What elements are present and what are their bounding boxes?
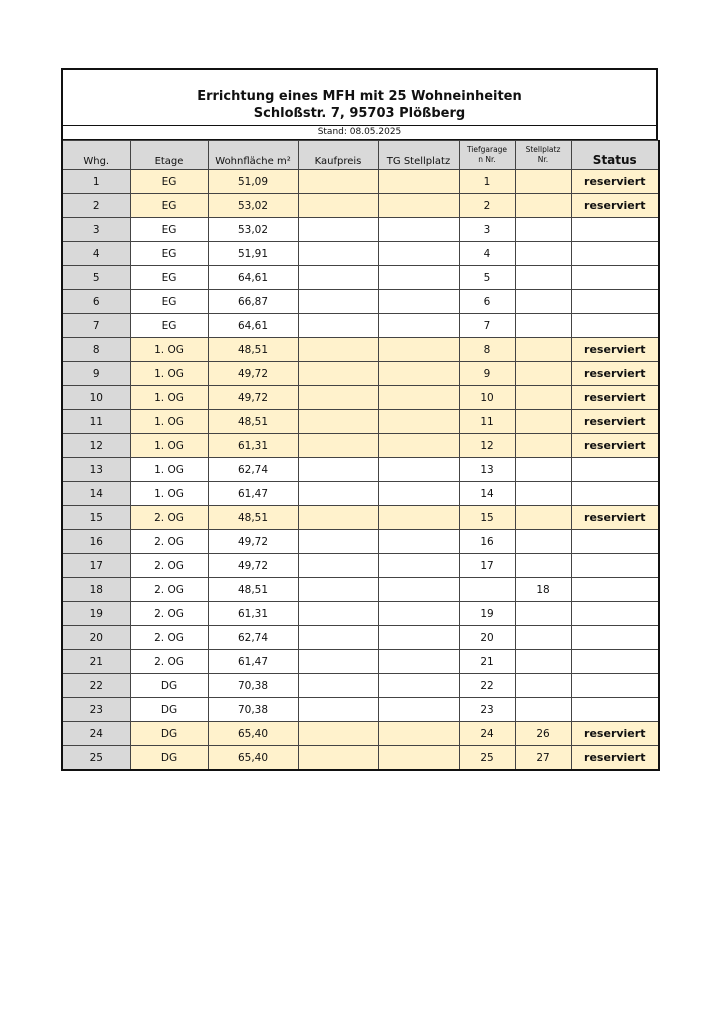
cell-tiefgarage-nr: 6: [459, 290, 515, 314]
cell-whg: 16: [62, 530, 130, 554]
cell-status: [571, 218, 659, 242]
cell-tg-stellplatz: [378, 626, 459, 650]
cell-kaufpreis: [298, 746, 378, 771]
cell-status: [571, 698, 659, 722]
cell-tiefgarage-nr: 16: [459, 530, 515, 554]
stand-date: Stand: 08.05.2025: [61, 126, 658, 140]
cell-stellplatz-nr: [515, 458, 571, 482]
cell-whg: 21: [62, 650, 130, 674]
table-row: [62, 290, 659, 314]
cell-tiefgarage-nr: 11: [459, 410, 515, 434]
cell-stellplatz-nr: [515, 386, 571, 410]
cell-kaufpreis: [298, 530, 378, 554]
table-row: [62, 626, 659, 650]
cell-stellplatz-nr: [515, 674, 571, 698]
cell-kaufpreis: [298, 698, 378, 722]
cell-kaufpreis: [298, 650, 378, 674]
header-wohnflaeche: Wohnfläche m²: [208, 141, 298, 170]
cell-whg: 7: [62, 314, 130, 338]
cell-status: [571, 650, 659, 674]
cell-tg-stellplatz: [378, 698, 459, 722]
table-row: [62, 434, 659, 458]
cell-stellplatz-nr: [515, 602, 571, 626]
cell-tiefgarage-nr: [459, 578, 515, 602]
cell-wohnflaeche: 62,74: [208, 458, 298, 482]
cell-wohnflaeche: 62,74: [208, 626, 298, 650]
cell-whg: 23: [62, 698, 130, 722]
cell-wohnflaeche: 48,51: [208, 578, 298, 602]
cell-stellplatz-nr: [515, 482, 571, 506]
table-row: [62, 410, 659, 434]
cell-status: [571, 626, 659, 650]
cell-status: reserviert: [571, 194, 659, 218]
cell-etage: EG: [130, 170, 208, 194]
cell-tg-stellplatz: [378, 458, 459, 482]
cell-tiefgarage-nr: 9: [459, 362, 515, 386]
cell-stellplatz-nr: 27: [515, 746, 571, 771]
cell-whg: 2: [62, 194, 130, 218]
cell-status: [571, 578, 659, 602]
cell-whg: 6: [62, 290, 130, 314]
cell-status: reserviert: [571, 410, 659, 434]
header-tiefgarage: [459, 141, 515, 170]
cell-stellplatz-nr: [515, 362, 571, 386]
header-tiefgarage-line1: Tiefgarage: [466, 145, 508, 154]
cell-etage: 1. OG: [130, 386, 208, 410]
cell-tg-stellplatz: [378, 314, 459, 338]
cell-tg-stellplatz: [378, 578, 459, 602]
cell-wohnflaeche: 49,72: [208, 362, 298, 386]
header-kaufpreis: Kaufpreis: [298, 141, 378, 170]
cell-whg: 4: [62, 242, 130, 266]
cell-status: reserviert: [571, 362, 659, 386]
cell-status: [571, 554, 659, 578]
cell-stellplatz-nr: [515, 290, 571, 314]
header-etage: Etage: [130, 141, 208, 170]
cell-status: [571, 314, 659, 338]
cell-tiefgarage-nr: 22: [459, 674, 515, 698]
table-row: [62, 314, 659, 338]
cell-etage: DG: [130, 674, 208, 698]
cell-stellplatz-nr: [515, 218, 571, 242]
cell-tiefgarage-nr: 10: [459, 386, 515, 410]
cell-tg-stellplatz: [378, 410, 459, 434]
cell-kaufpreis: [298, 578, 378, 602]
cell-wohnflaeche: 61,31: [208, 434, 298, 458]
cell-stellplatz-nr: [515, 530, 571, 554]
table-row: [62, 338, 659, 362]
table-row: [62, 170, 659, 194]
cell-stellplatz-nr: 18: [515, 578, 571, 602]
cell-status: reserviert: [571, 746, 659, 771]
table-row: [62, 506, 659, 530]
cell-whg: 11: [62, 410, 130, 434]
cell-tg-stellplatz: [378, 170, 459, 194]
cell-tiefgarage-nr: 7: [459, 314, 515, 338]
header-whg: Whg.: [62, 141, 130, 170]
title-box: [61, 68, 658, 126]
cell-stellplatz-nr: [515, 266, 571, 290]
cell-status: [571, 266, 659, 290]
table-row: [62, 194, 659, 218]
cell-wohnflaeche: 48,51: [208, 410, 298, 434]
cell-etage: 1. OG: [130, 482, 208, 506]
cell-wohnflaeche: 64,61: [208, 314, 298, 338]
cell-tiefgarage-nr: 23: [459, 698, 515, 722]
cell-stellplatz-nr: [515, 314, 571, 338]
table-row: [62, 242, 659, 266]
cell-tg-stellplatz: [378, 434, 459, 458]
cell-tg-stellplatz: [378, 266, 459, 290]
cell-status: [571, 290, 659, 314]
cell-status: [571, 602, 659, 626]
cell-kaufpreis: [298, 194, 378, 218]
cell-kaufpreis: [298, 458, 378, 482]
cell-wohnflaeche: 61,47: [208, 482, 298, 506]
cell-wohnflaeche: 61,31: [208, 602, 298, 626]
header-status: Status: [571, 141, 659, 170]
cell-status: [571, 482, 659, 506]
cell-tiefgarage-nr: 14: [459, 482, 515, 506]
document-title: Errichtung eines MFH mit 25 Wohneinheiten: [197, 89, 522, 104]
cell-tiefgarage-nr: 19: [459, 602, 515, 626]
cell-stellplatz-nr: [515, 650, 571, 674]
cell-whg: 3: [62, 218, 130, 242]
cell-tiefgarage-nr: 15: [459, 506, 515, 530]
cell-tiefgarage-nr: 2: [459, 194, 515, 218]
cell-tiefgarage-nr: 4: [459, 242, 515, 266]
cell-status: reserviert: [571, 338, 659, 362]
cell-whg: 8: [62, 338, 130, 362]
cell-stellplatz-nr: [515, 242, 571, 266]
cell-tiefgarage-nr: 21: [459, 650, 515, 674]
table-row: [62, 218, 659, 242]
table-row: [62, 266, 659, 290]
cell-kaufpreis: [298, 386, 378, 410]
table-row: [62, 386, 659, 410]
cell-status: [571, 242, 659, 266]
cell-tiefgarage-nr: 5: [459, 266, 515, 290]
cell-status: reserviert: [571, 434, 659, 458]
cell-wohnflaeche: 61,47: [208, 650, 298, 674]
table-row: [62, 554, 659, 578]
cell-tg-stellplatz: [378, 674, 459, 698]
cell-stellplatz-nr: [515, 554, 571, 578]
cell-etage: EG: [130, 218, 208, 242]
cell-whg: 19: [62, 602, 130, 626]
cell-etage: EG: [130, 314, 208, 338]
cell-whg: 12: [62, 434, 130, 458]
cell-tg-stellplatz: [378, 482, 459, 506]
cell-wohnflaeche: 65,40: [208, 746, 298, 771]
cell-kaufpreis: [298, 362, 378, 386]
cell-stellplatz-nr: [515, 434, 571, 458]
header-stellplatz: [515, 141, 571, 170]
cell-whg: 10: [62, 386, 130, 410]
cell-whg: 22: [62, 674, 130, 698]
header-stellplatz-line2: Nr.: [537, 155, 549, 164]
cell-tg-stellplatz: [378, 338, 459, 362]
cell-whg: 17: [62, 554, 130, 578]
table-row: [62, 458, 659, 482]
cell-wohnflaeche: 70,38: [208, 698, 298, 722]
cell-etage: EG: [130, 194, 208, 218]
table-row: [62, 698, 659, 722]
cell-etage: 2. OG: [130, 554, 208, 578]
cell-etage: 1. OG: [130, 410, 208, 434]
cell-tiefgarage-nr: 20: [459, 626, 515, 650]
table-header-row: [62, 141, 659, 170]
table-row: [62, 746, 659, 771]
cell-stellplatz-nr: [515, 506, 571, 530]
cell-whg: 15: [62, 506, 130, 530]
cell-etage: EG: [130, 242, 208, 266]
cell-status: reserviert: [571, 506, 659, 530]
cell-status: reserviert: [571, 386, 659, 410]
table-row: [62, 722, 659, 746]
cell-wohnflaeche: 48,51: [208, 338, 298, 362]
cell-kaufpreis: [298, 218, 378, 242]
cell-wohnflaeche: 49,72: [208, 386, 298, 410]
cell-tg-stellplatz: [378, 746, 459, 771]
cell-tg-stellplatz: [378, 194, 459, 218]
cell-wohnflaeche: 53,02: [208, 218, 298, 242]
cell-wohnflaeche: 64,61: [208, 266, 298, 290]
cell-etage: 2. OG: [130, 578, 208, 602]
cell-whg: 20: [62, 626, 130, 650]
cell-wohnflaeche: 48,51: [208, 506, 298, 530]
cell-etage: DG: [130, 698, 208, 722]
cell-kaufpreis: [298, 242, 378, 266]
cell-kaufpreis: [298, 314, 378, 338]
cell-whg: 9: [62, 362, 130, 386]
cell-whg: 18: [62, 578, 130, 602]
cell-etage: 1. OG: [130, 338, 208, 362]
cell-stellplatz-nr: [515, 698, 571, 722]
cell-kaufpreis: [298, 434, 378, 458]
cell-wohnflaeche: 49,72: [208, 530, 298, 554]
document-address: Schloßstr. 7, 95703 Plößberg: [253, 106, 466, 121]
cell-wohnflaeche: 51,91: [208, 242, 298, 266]
cell-wohnflaeche: 53,02: [208, 194, 298, 218]
table-row: [62, 362, 659, 386]
cell-whg: 13: [62, 458, 130, 482]
cell-tg-stellplatz: [378, 602, 459, 626]
cell-etage: 1. OG: [130, 458, 208, 482]
cell-kaufpreis: [298, 626, 378, 650]
cell-status: reserviert: [571, 722, 659, 746]
cell-wohnflaeche: 70,38: [208, 674, 298, 698]
cell-kaufpreis: [298, 722, 378, 746]
cell-etage: 2. OG: [130, 506, 208, 530]
cell-etage: EG: [130, 266, 208, 290]
cell-stellplatz-nr: [515, 410, 571, 434]
cell-etage: 1. OG: [130, 434, 208, 458]
cell-tg-stellplatz: [378, 506, 459, 530]
cell-stellplatz-nr: [515, 338, 571, 362]
cell-whg: 1: [62, 170, 130, 194]
cell-whg: 24: [62, 722, 130, 746]
cell-tiefgarage-nr: 24: [459, 722, 515, 746]
cell-tiefgarage-nr: 17: [459, 554, 515, 578]
header-stellplatz-line1: Stellplatz: [525, 145, 561, 154]
cell-tg-stellplatz: [378, 362, 459, 386]
table-row: [62, 602, 659, 626]
cell-tg-stellplatz: [378, 554, 459, 578]
cell-kaufpreis: [298, 554, 378, 578]
cell-etage: 2. OG: [130, 626, 208, 650]
cell-tg-stellplatz: [378, 650, 459, 674]
cell-etage: 2. OG: [130, 650, 208, 674]
cell-wohnflaeche: 65,40: [208, 722, 298, 746]
cell-tg-stellplatz: [378, 530, 459, 554]
table-row: [62, 650, 659, 674]
cell-wohnflaeche: 49,72: [208, 554, 298, 578]
cell-stellplatz-nr: 26: [515, 722, 571, 746]
cell-kaufpreis: [298, 506, 378, 530]
table-row: [62, 674, 659, 698]
table-body: [62, 170, 659, 771]
cell-stellplatz-nr: [515, 194, 571, 218]
cell-tiefgarage-nr: 1: [459, 170, 515, 194]
cell-status: [571, 458, 659, 482]
cell-tg-stellplatz: [378, 386, 459, 410]
units-table: [61, 140, 660, 771]
header-tg-stellplatz: TG Stellplatz: [378, 141, 459, 170]
cell-tiefgarage-nr: 12: [459, 434, 515, 458]
cell-kaufpreis: [298, 338, 378, 362]
header-tiefgarage-line2: n Nr.: [478, 155, 496, 164]
cell-status: reserviert: [571, 170, 659, 194]
cell-stellplatz-nr: [515, 626, 571, 650]
cell-kaufpreis: [298, 170, 378, 194]
cell-tiefgarage-nr: 8: [459, 338, 515, 362]
cell-status: [571, 674, 659, 698]
cell-whg: 14: [62, 482, 130, 506]
cell-tg-stellplatz: [378, 242, 459, 266]
cell-etage: DG: [130, 746, 208, 771]
table-row: [62, 578, 659, 602]
cell-status: [571, 530, 659, 554]
cell-tiefgarage-nr: 25: [459, 746, 515, 771]
cell-whg: 5: [62, 266, 130, 290]
cell-etage: 1. OG: [130, 362, 208, 386]
cell-kaufpreis: [298, 290, 378, 314]
cell-kaufpreis: [298, 266, 378, 290]
cell-tg-stellplatz: [378, 218, 459, 242]
document-sheet: [61, 68, 658, 771]
cell-whg: 25: [62, 746, 130, 771]
cell-wohnflaeche: 51,09: [208, 170, 298, 194]
cell-wohnflaeche: 66,87: [208, 290, 298, 314]
cell-tiefgarage-nr: 3: [459, 218, 515, 242]
cell-kaufpreis: [298, 410, 378, 434]
cell-etage: 2. OG: [130, 530, 208, 554]
cell-kaufpreis: [298, 602, 378, 626]
cell-tg-stellplatz: [378, 290, 459, 314]
cell-etage: DG: [130, 722, 208, 746]
cell-stellplatz-nr: [515, 170, 571, 194]
cell-etage: EG: [130, 290, 208, 314]
table-row: [62, 482, 659, 506]
cell-kaufpreis: [298, 674, 378, 698]
cell-tiefgarage-nr: 13: [459, 458, 515, 482]
cell-tg-stellplatz: [378, 722, 459, 746]
cell-kaufpreis: [298, 482, 378, 506]
cell-etage: 2. OG: [130, 602, 208, 626]
table-row: [62, 530, 659, 554]
